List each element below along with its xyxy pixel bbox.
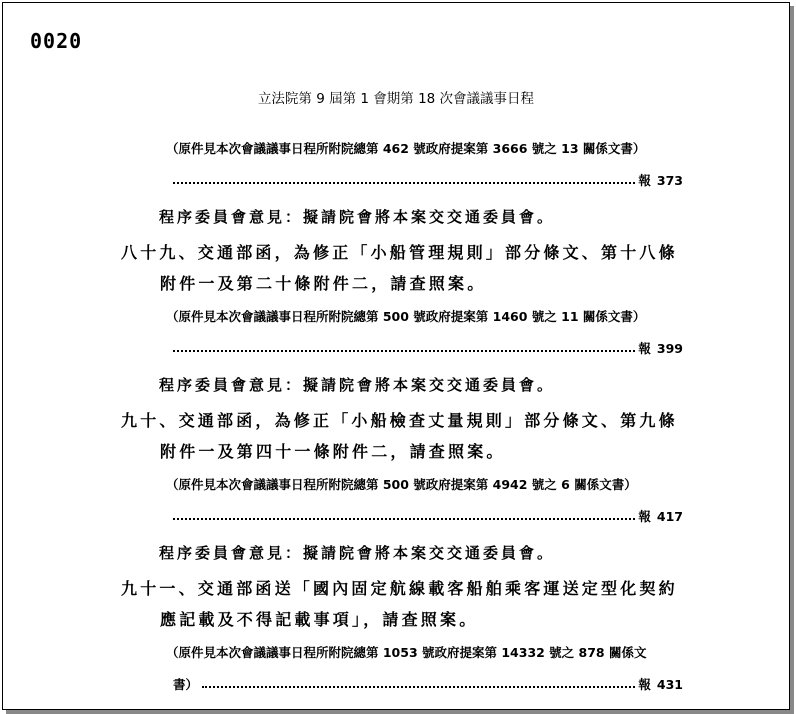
dot-leader xyxy=(202,674,635,688)
report-leader-line xyxy=(173,507,683,525)
reference-note: （原件見本次會議議事日程所附院總第 500 號政府提案第 1460 號之 11 關係文書） xyxy=(166,309,646,324)
committee-opinion: 程序委員會意見：擬請院會將本案交交通委員會。 xyxy=(159,376,556,394)
report-leader-line xyxy=(173,171,683,189)
report-leader-line xyxy=(173,339,683,357)
dot-leader xyxy=(173,506,635,520)
committee-opinion: 程序委員會意見：擬請院會將本案交交通委員會。 xyxy=(159,544,556,562)
document-page xyxy=(2,2,790,710)
report-label: 報 xyxy=(638,341,651,356)
report-page: 373 xyxy=(656,172,683,188)
report-page: 431 xyxy=(656,676,683,692)
report-label: 報 xyxy=(638,509,651,524)
reference-note: （原件見本次會議議事日程所附院總第 500 號政府提案第 4942 號之 6 關係文書） xyxy=(166,477,637,492)
agenda-item-title-cont: 應記載及不得記載事項」，請查照案。 xyxy=(160,610,479,629)
document-header: 立法院第 9 屆第 1 會期第 18 次會議議事日程 xyxy=(257,91,535,107)
report-page: 399 xyxy=(656,340,683,356)
dot-leader xyxy=(173,338,635,352)
dot-leader xyxy=(173,170,635,184)
report-page: 417 xyxy=(656,508,683,524)
agenda-item-title: 九十、交通部函，為修正「小船檢查丈量規則」部分條文、第九條 xyxy=(121,411,678,430)
agenda-item-title: 八十九、交通部函，為修正「小船管理規則」部分條文、第十八條 xyxy=(121,243,678,262)
agenda-item-title-cont: 附件一及第二十條附件二，請查照案。 xyxy=(160,274,487,293)
committee-opinion: 程序委員會意見：擬請院會將本案交交通委員會。 xyxy=(159,208,556,226)
reference-note-cont: 書） xyxy=(173,677,199,692)
report-label: 報 xyxy=(638,677,651,692)
agenda-item-title: 九十一、交通部函送「國內固定航線載客船舶乘客運送定型化契約 xyxy=(121,579,678,598)
report-leader-line xyxy=(173,675,683,693)
report-label: 報 xyxy=(638,173,651,188)
reference-note: （原件見本次會議議事日程所附院總第 462 號政府提案第 3666 號之 13 關係文書） xyxy=(166,141,646,156)
page-number: 0020 xyxy=(30,29,83,53)
reference-note: （原件見本次會議議事日程所附院總第 1053 號政府提案第 14332 號之 878 關係文 xyxy=(166,645,647,660)
agenda-item-title-cont: 附件一及第四十一條附件二，請查照案。 xyxy=(160,442,506,461)
